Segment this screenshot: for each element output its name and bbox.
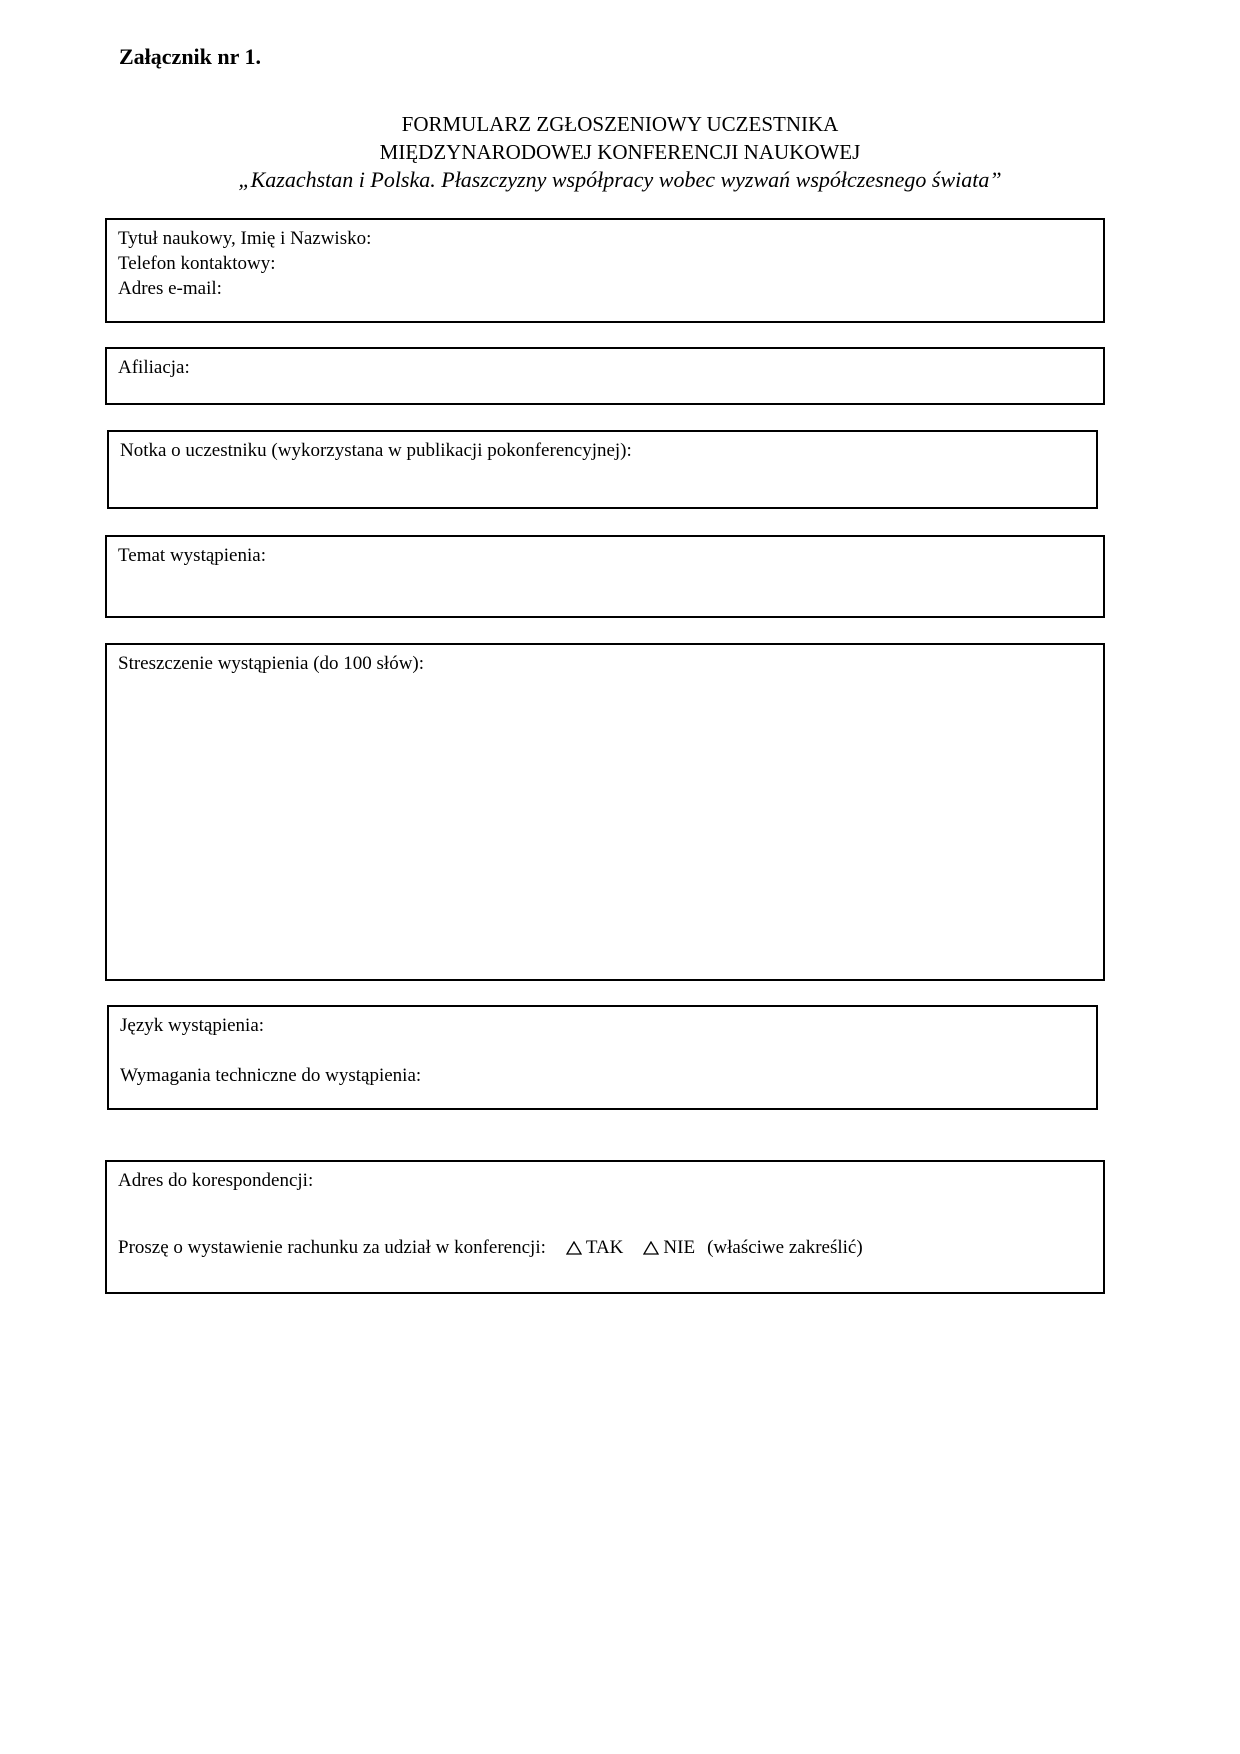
- phone-label: Telefon kontaktowy:: [118, 253, 276, 274]
- affiliation-label: Afiliacja:: [118, 357, 190, 378]
- invoice-question: Proszę o wystawienie rachunku za udział w konferencji:: [118, 1237, 546, 1258]
- triangle-icon: [566, 1241, 582, 1255]
- abstract-label: Streszczenie wystąpienia (do 100 słów):: [118, 653, 425, 674]
- language-tech-box[interactable]: [107, 1005, 1098, 1110]
- tech-requirements-label: Wymagania techniczne do wystąpienia:: [120, 1065, 422, 1086]
- option-yes[interactable]: [566, 1235, 624, 1260]
- language-label: Język wystąpienia:: [120, 1015, 265, 1036]
- attachment-label: Załącznik nr 1.: [119, 44, 262, 69]
- form-title-line-2: MIĘDZYNARODOWEJ KONFERENCJI NAUKOWEJ: [379, 140, 861, 164]
- correspondence-box[interactable]: [105, 1160, 1105, 1294]
- personal-data-box[interactable]: [105, 218, 1105, 323]
- triangle-icon: [643, 1241, 659, 1255]
- participant-note-label: Notka o uczestniku (wykorzystana w publikacji pokonferencyjnej):: [120, 440, 632, 461]
- topic-label: Temat wystąpienia:: [118, 545, 266, 566]
- conference-subtitle: „Kazachstan i Polska. Płaszczyzny współpracy wobec wyzwań współczesnego świata”: [238, 167, 1002, 192]
- option-no[interactable]: [643, 1235, 695, 1260]
- title-name-label: Tytuł naukowy, Imię i Nazwisko:: [118, 228, 372, 249]
- option-no-label: NIE: [663, 1237, 696, 1258]
- invoice-note: (właściwe zakreślić): [707, 1237, 863, 1258]
- affiliation-box[interactable]: [105, 347, 1105, 405]
- participant-note-box[interactable]: [107, 430, 1098, 509]
- email-label: Adres e-mail:: [118, 278, 222, 299]
- form-title-line-1: FORMULARZ ZGŁOSZENIOWY UCZESTNIKA: [401, 112, 839, 136]
- topic-box[interactable]: [105, 535, 1105, 618]
- form-header: [0, 110, 1240, 194]
- invoice-row: [118, 1235, 1103, 1260]
- option-yes-label: TAK: [585, 1237, 624, 1258]
- abstract-box[interactable]: [105, 643, 1105, 981]
- correspondence-label: Adres do korespondencji:: [118, 1170, 314, 1191]
